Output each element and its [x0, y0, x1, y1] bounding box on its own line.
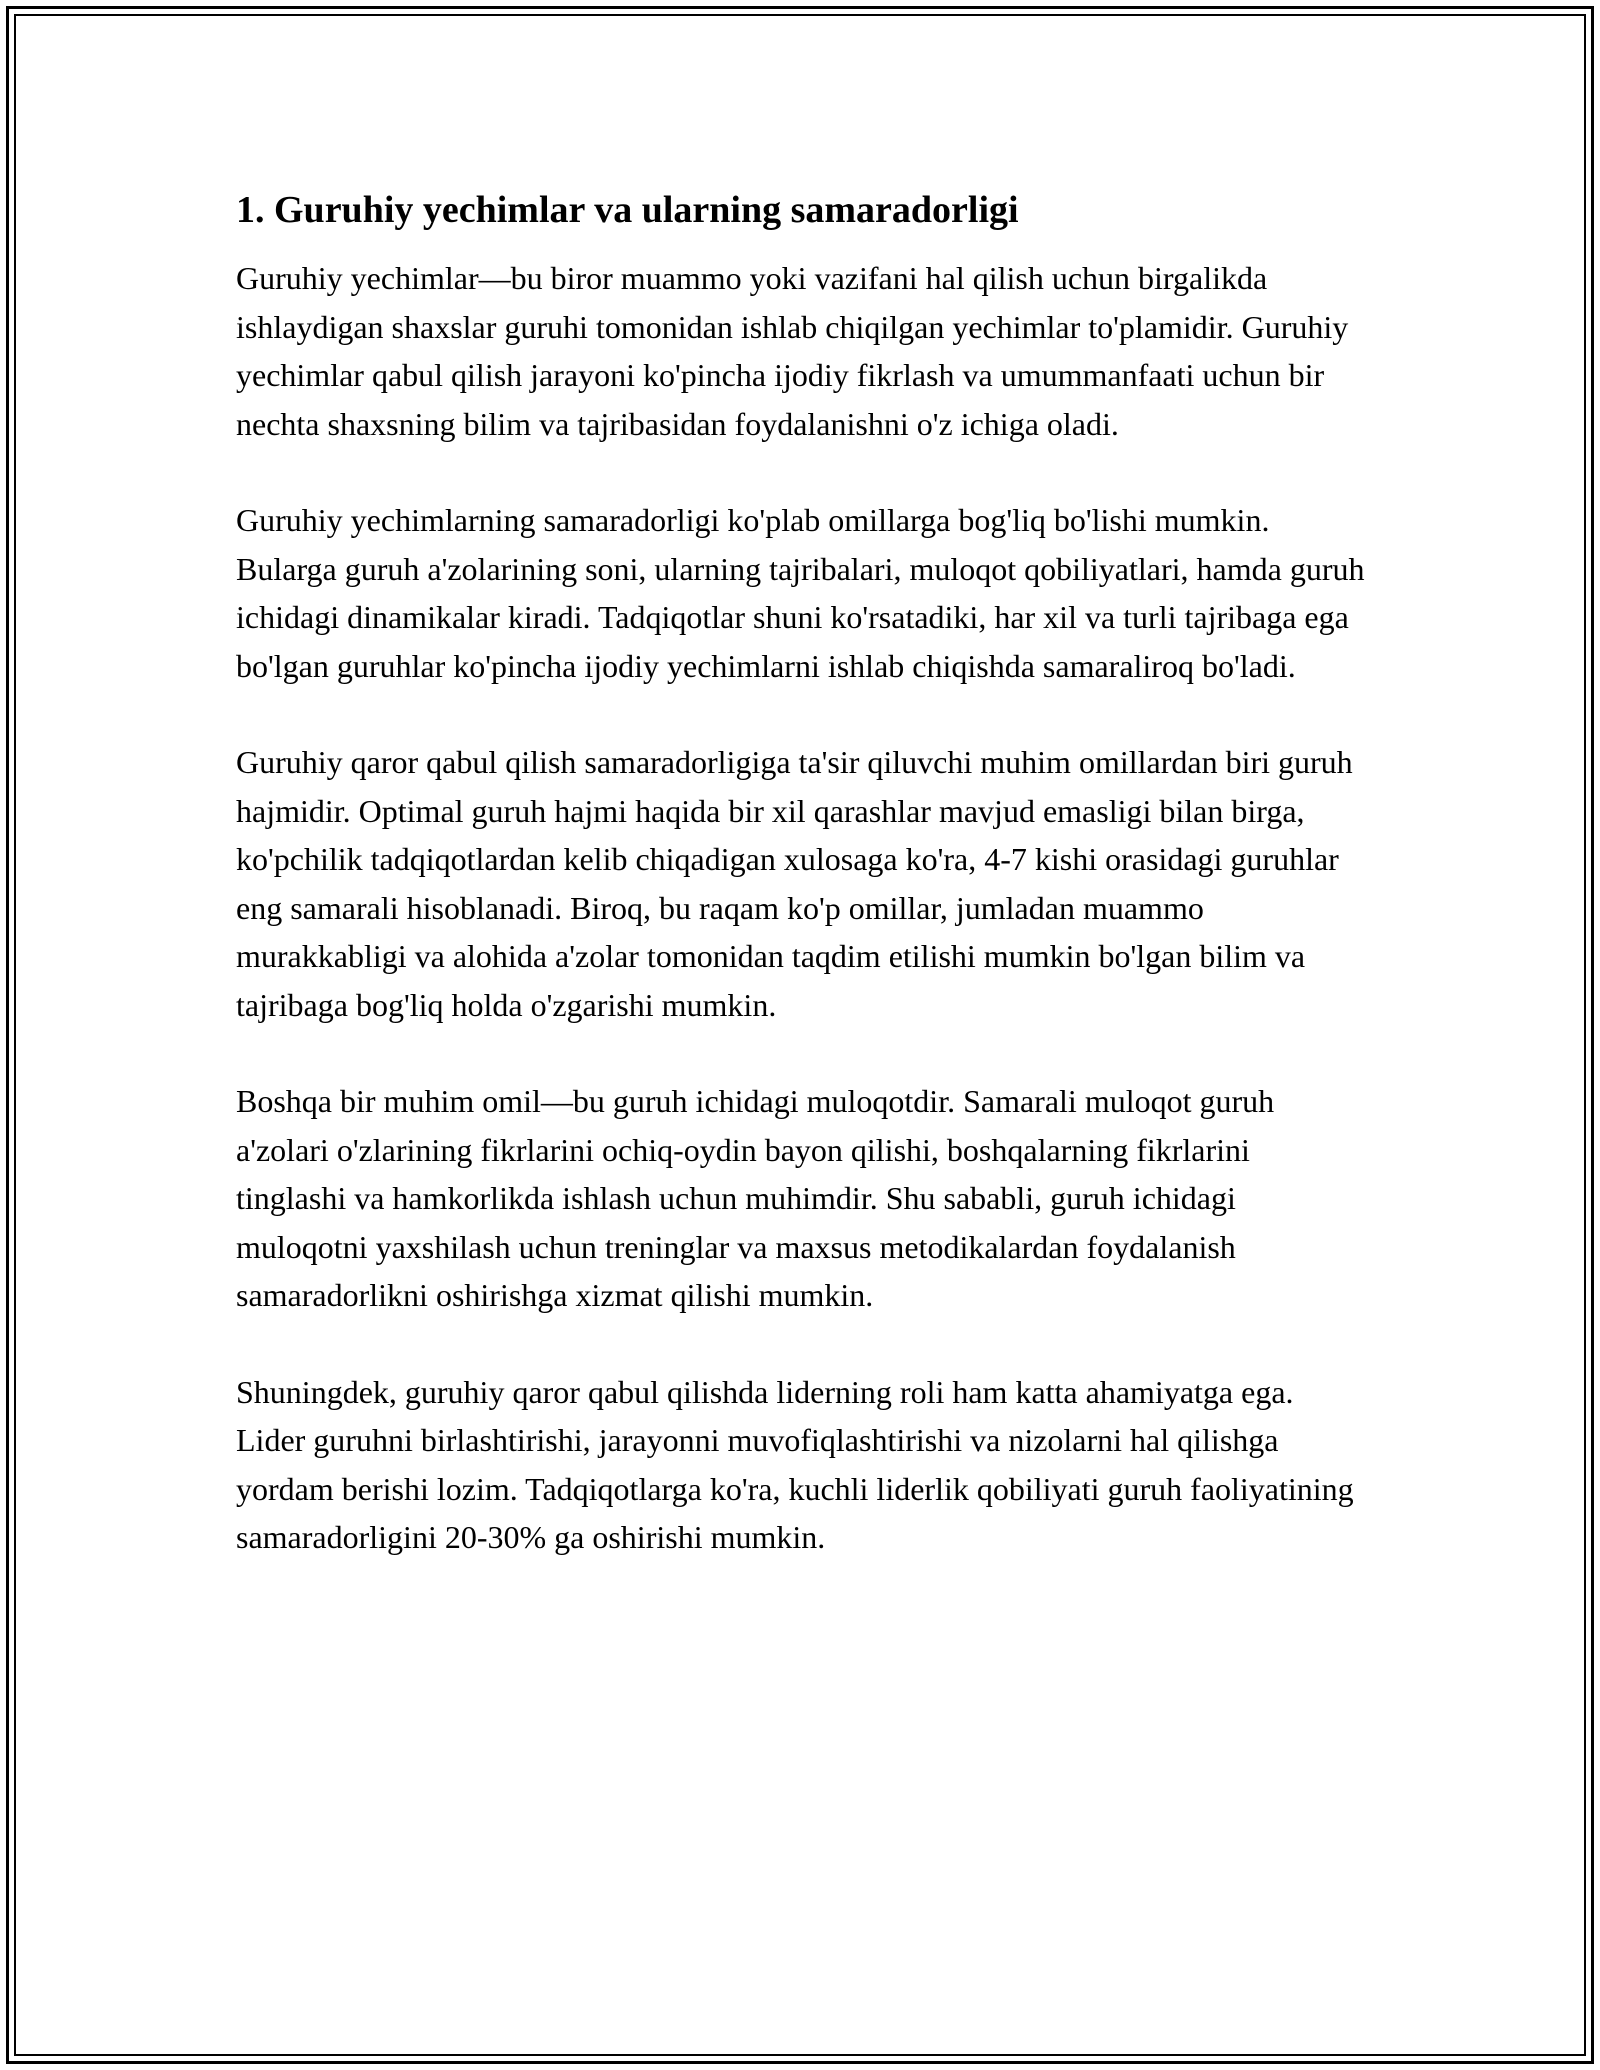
paragraph-group-size: Guruhiy qaror qabul qilish samaradorligiga ta'sir qiluvchi muhim omillardan biri guruh hajmidir. Optimal guruh hajmi haqida bir xil qarashlar mavjud emasligi bilan birga, ko'pchilik tadqiqotlardan kelib chiqadigan xulosaga ko'ra, 4-7 kishi orasidagi guruhlar eng samarali hisoblanadi. Biroq, bu raqam ko'p omillar, jumladan muammo murakkabligi va alohida a'zolar tomonidan taqdim etilishi mumkin bo'lgan bilim va tajribaga bog'liq holda o'zgarishi mumkin.: [236, 744, 1353, 1023]
paragraph-definition: Guruhiy yechimlar—bu biror muammo yoki vazifani hal qilish uchun birgalikda ishlaydigan shaxslar guruhi tomonidan ishlab chiqilgan yechimlar to'plamidir. Guruhiy yechimlar qabul qilish jarayoni ko'pincha ijodiy fikrlash va umummanfaati uchun bir nechta shaxsning bilim va tajribasidan foydalanishni o'z ichiga oladi.: [236, 260, 1349, 442]
paragraph-communication: Boshqa bir muhim omil—bu guruh ichidagi muloqotdir. Samarali muloqot guruh a'zolari o'zlarining fikrlarini ochiq-oydin bayon qilishi, boshqalarning fikrlarini tinglashi va hamkorlikda ishlash uchun muhimdir. Shu sababli, guruh ichidagi muloqotni yaxshilash uchun treninglar va maxsus metodikalardan foydalanish samaradorlikni oshirishga xizmat qilishi mumkin.: [236, 1083, 1275, 1313]
paragraph-effectiveness-factors: Guruhiy yechimlarning samaradorligi ko'plab omillarga bog'liq bo'lishi mumkin. Bularga guruh a'zolarining soni, ularning tajribalari, muloqot qobiliyatlari, hamda guruh ichidagi dinamikalar kiradi. Tadqiqotlar shuni ko'rsatadiki, har xil va turli tajribaga ega bo'lgan guruhlar ko'pincha ijodiy yechimlarni ishlab chiqishda samaraliroq bo'ladi.: [236, 502, 1365, 684]
paragraph-leadership: Shuningdek, guruhiy qaror qabul qilishda liderning roli ham katta ahamiyatga ega. Lider guruhni birlashtirishi, jarayonni muvofiqlashtirishi va nizolarni hal qilishga yordam berishi lozim. Tadqiqotlarga ko'ra, kuchli liderlik qobiliyati guruh faoliyatining samaradorligini 20-30% ga oshirishi mumkin.: [236, 1373, 1354, 1555]
section-heading: 1. Guruhiy yechimlar va ularning samaradorligi: [236, 189, 1019, 231]
document-body: [236, 186, 1366, 1610]
